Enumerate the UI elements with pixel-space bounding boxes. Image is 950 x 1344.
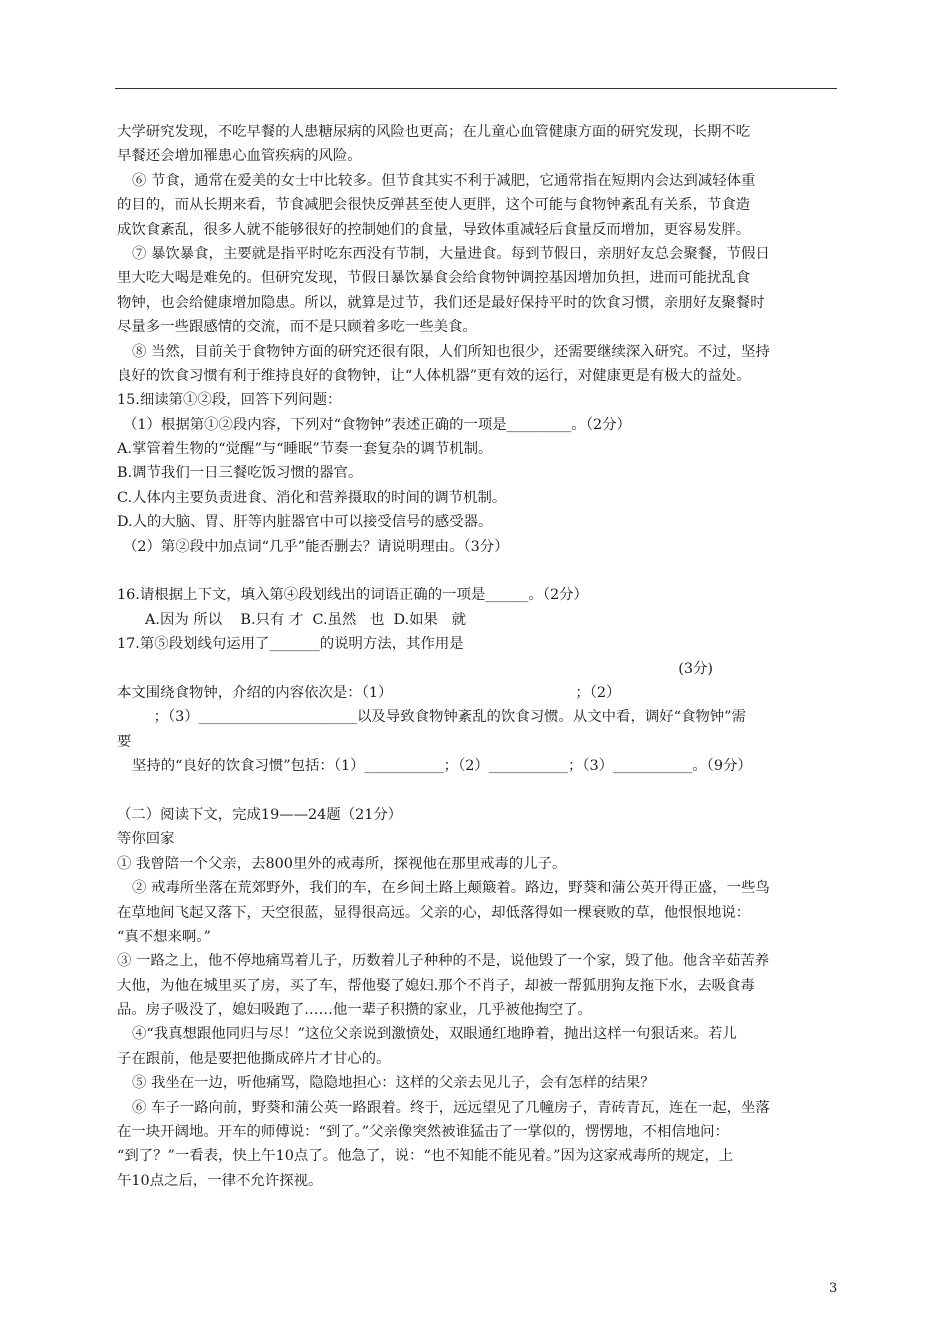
text-line: 物钟，也会给健康增加隐患。所以，就算是过节，我们还是最好保持平时的饮食习惯，亲朋好友聚餐时: [117, 294, 765, 311]
text-line: 里大吃大喝是难免的。但研究发现，节假日暴饮暴食会给食物钟调控基因增加负担，进而可能扰乱食: [117, 270, 751, 287]
text-line: ② 戒毒所坐落在荒郊野外，我们的车，在乡间土路上颠簸着。路边，野葵和蒲公英开得正盛，一些鸟: [132, 880, 770, 897]
text-line: ⑦ 暴饮暴食，主要就是指平时吃东西没有节制，大量进食。每到节假日，亲朋好友总会聚餐，节假日: [132, 245, 770, 262]
text-line: 大学研究发现，不吃早餐的人患糖尿病的风险也更高；在儿童心血管健康方面的研究发现，长期不吃: [117, 124, 751, 140]
blank-line: [117, 559, 839, 583]
page-number: 3: [829, 1281, 838, 1296]
text-line: 早餐还会增加罹患心血管疾病的风险。: [117, 148, 362, 165]
text-line: 要: [117, 733, 132, 750]
text-line: 本文围绕食物钟，介绍的内容依次是：（1） ；（2）: [117, 684, 621, 701]
text-line: ④“我真想跟他同归与尽！”这位父亲说到激愤处，双眼通红地睁着，抛出这样一句狠话来。若儿: [132, 1026, 737, 1043]
text-line: （二）阅读下文，完成19——24题（21分）: [117, 806, 403, 823]
text-line: 坚持的“良好的饮食习惯”包括：（1）___________；（2）___________；（3）___________。（9分）: [132, 758, 752, 775]
text-line: 的目的，而从长期来看，节食减肥会很快反弹甚至使人更胖，这个可能与食物钟紊乱有关系，节食造: [117, 197, 751, 214]
text-line: 午10点之后，一律不允许探视。: [117, 1172, 323, 1189]
text-line: 等你回家: [117, 831, 175, 848]
text-line: 良好的饮食习惯有利于维持良好的食物钟，让“人体机器”更有效的运行，对健康更是有极大的益处。: [117, 367, 751, 384]
text-line: (3分): [678, 660, 713, 677]
text-line: ① 我曾陪一个父亲，去800里外的戒毒所，探视他在那里戒毒的儿子。: [117, 855, 567, 872]
document-body: [117, 120, 839, 1193]
text-line: ⑥ 节食，通常在爱美的女士中比较多。但节食其实不利于减肥，它通常指在短期内会达到减轻体重: [132, 172, 756, 189]
text-line: 大他，为他在城里买了房，买了车，帮他娶了媳妇.那个不肖子，却被一帮狐朋狗友拖下水，去吸食毒: [117, 977, 755, 994]
text-line: （1）根据第①②段内容，下列对“食物钟”表述正确的一项是_________。（2分）: [123, 416, 631, 433]
text-line: “真不想来啊。”: [117, 928, 211, 945]
text-line: 成饮食紊乱，很多人就不能够很好的控制她们的食量，导致体重减轻后食量反而增加，更容易发胖。: [117, 221, 751, 238]
text-line: ⑥ 车子一路向前，野葵和蒲公英一路跟着。终于，远远望见了几幢房子，青砖青瓦，连在一起，坐落: [132, 1099, 770, 1116]
text-line: A.因为 所以 B.只有 才 C.虽然 也 D.如果 就: [145, 611, 467, 628]
text-line: 在草地间飞起又落下，天空很蓝，显得很高远。父亲的心，却低落得如一棵衰败的草，他恨恨地说：: [117, 904, 751, 921]
blank-line: [117, 779, 839, 803]
text-line: 子在跟前，他是要把他撕成碎片才甘心的。: [117, 1050, 391, 1067]
text-line: ③ 一路之上，他不停地痛骂着儿子，历数着儿子种种的不是，说他毁了一个家，毁了他。他含辛茹苦养: [117, 953, 770, 970]
text-line: ⑤ 我坐在一边，听他痛骂，隐隐地担心：这样的父亲去见儿子，会有怎样的结果？: [132, 1075, 655, 1092]
text-line: “到了？”一看表，快上午10点了。他急了，说：“也不知能不能见着。”因为这家戒毒所的规定，上: [117, 1148, 734, 1165]
text-line: D.人的大脑、胃、肝等内脏器官中可以接受信号的感受器。: [117, 514, 493, 531]
text-line: 品。房子吸没了，媳妇吸跑了……他一辈子积攒的家业，几乎被他掏空了。: [117, 1002, 592, 1019]
text-line: 在一块开阔地。开车的师傅说：“到了。”父亲像突然被谁猛击了一掌似的，愣愣地，不相信地问：: [117, 1124, 729, 1141]
text-line: A.掌管着生物的“觉醒”与“睡眠”节奏一套复杂的调节机制。: [117, 441, 493, 458]
text-line: 15.细读第①②段，回答下列问题：: [117, 392, 342, 409]
text-line: 16.请根据上下文，填入第④段划线出的词语正确的一项是______。（2分）: [117, 587, 588, 604]
text-line: 尽量多一些跟感情的交流，而不是只顾着多吃一些美食。: [117, 319, 477, 336]
text-line: （2）第②段中加点词“几乎”能否删去？请说明理由。（3分）: [123, 538, 509, 555]
text-line: ⑧ 当然，目前关于食物钟方面的研究还很有限，人们所知也很少，还需要继续深入研究。不过，坚持: [132, 343, 770, 360]
text-line: B.调节我们一日三餐吃饭习惯的器官。: [117, 465, 363, 482]
text-line: ；（3）______________________以及导致食物钟紊乱的饮食习惯。从文中看，调好“食物钟”需: [117, 709, 746, 726]
text-line: 17.第⑤段划线句运用了_______的说明方法，其作用是: [117, 636, 464, 653]
text-line: C.人体内主要负责进食、消化和营养摄取的时间的调节机制。: [117, 489, 507, 506]
header-rule: [115, 88, 837, 89]
